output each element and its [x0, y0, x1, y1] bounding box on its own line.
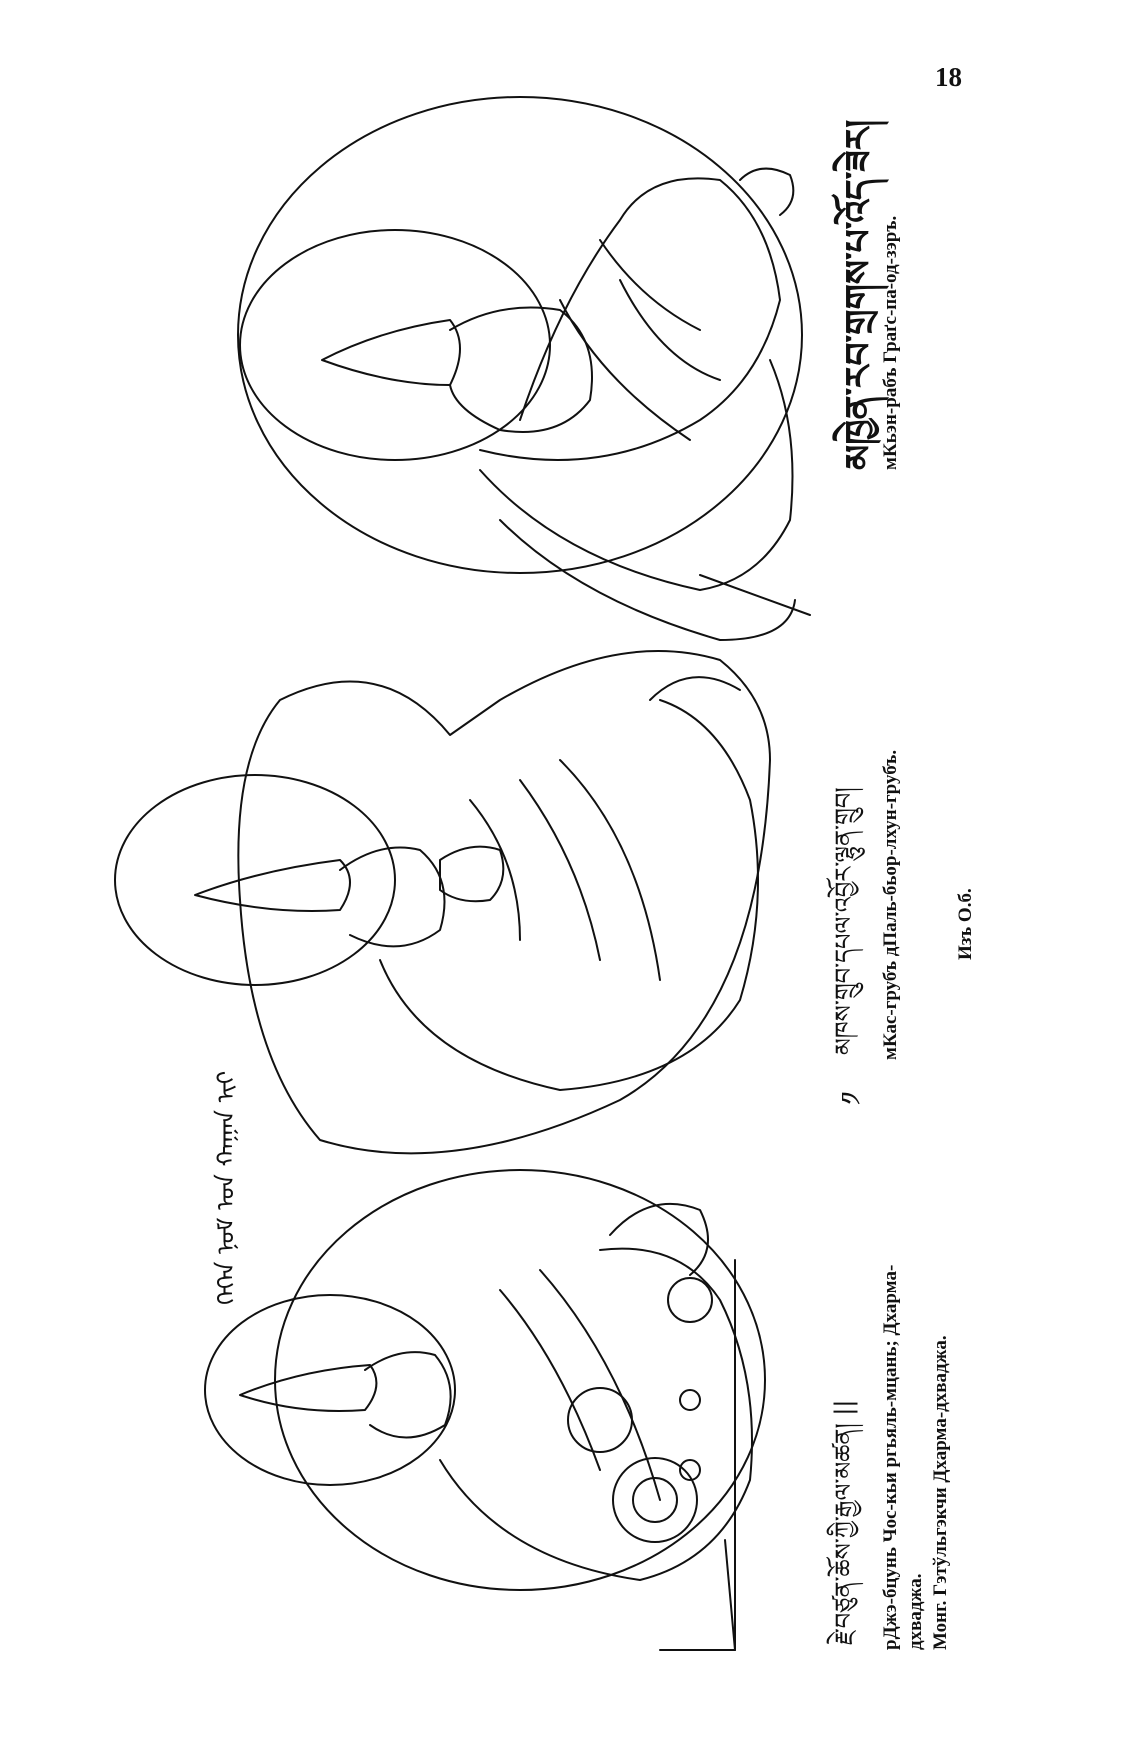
figure-right-aureole	[238, 97, 802, 573]
figure-left-tibetan-title: རྗེ་བཙུན་ཆོས་ཀྱི་རྒྱལ་མཚན། ||	[830, 1399, 858, 1645]
figure-middle-hat	[195, 860, 350, 911]
plate-label: Изъ О.б.	[955, 888, 976, 960]
figure-left-halo	[205, 1295, 455, 1485]
figure-middle-caption: мКас-грубъ дПаль-бьор-лхун-грубъ.	[880, 749, 901, 1060]
figure-left-hat	[240, 1365, 376, 1411]
vase	[668, 1278, 712, 1322]
figure-left-drawing	[205, 1170, 765, 1650]
figure-right-tibetan-title: མཁྱེན་རབ་གྲགས་པ་འོད་ཟེར།	[839, 119, 880, 470]
figure-right-caption: мКьэн-рабъ Граґс-па-од-зэръ.	[880, 215, 901, 470]
figure-right-halo	[240, 230, 550, 460]
wheel-emblem	[613, 1458, 697, 1542]
figure-left-caption-line3: Монг. Гэтўльгэкчи Дхарма-дхваджа.	[930, 1335, 951, 1650]
figure-left-aureole	[275, 1170, 765, 1590]
figure-middle-number: ༡	[835, 1091, 868, 1105]
figure-right-hat	[322, 320, 460, 385]
figure-left-face	[365, 1352, 451, 1437]
figure-left-caption-line2: дхваджа.	[905, 1573, 926, 1650]
figure-left-mongolian-title: ᠭᠡᠭᠡᠨ ᠨᠣᠮ ᠤᠨ ᠬᠠᠭᠠᠨ ᠢᠢ	[212, 1070, 240, 1305]
figure-middle-halo	[115, 775, 395, 985]
figure-left-caption-line1: рДжэ-бцунь Чос-кьи ргьяль-мцань; Дхарма-	[880, 1264, 901, 1650]
figure-middle-aureole	[238, 651, 770, 1153]
figure-right-drawing	[238, 97, 810, 640]
offering-bowl	[568, 1388, 632, 1452]
page-number: 18	[935, 62, 962, 92]
figure-middle-tibetan-title: མཁས་གྲུབ་དཔལ་འབྱོར་ལྷུན་གྲུབ།	[830, 787, 858, 1055]
